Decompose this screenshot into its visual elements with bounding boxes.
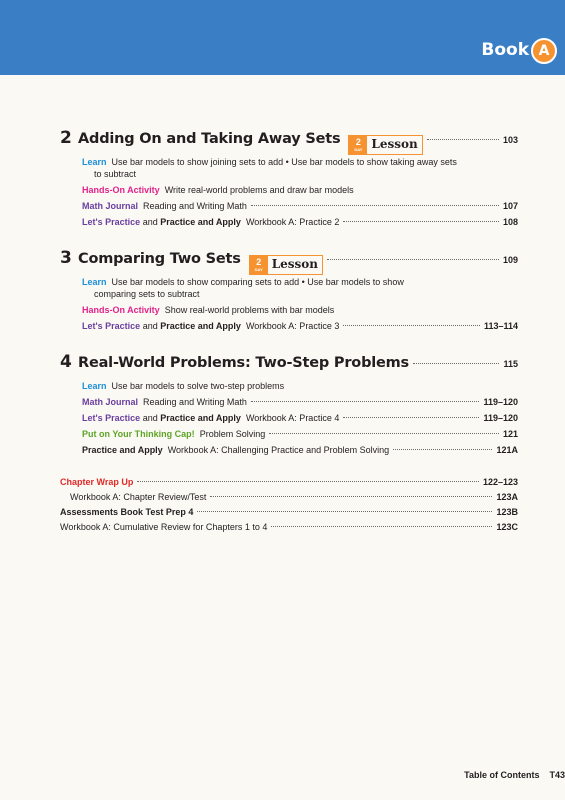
page-number: 107 (502, 201, 518, 211)
journal-line (60, 200, 518, 212)
journal-label: Math Journal (82, 397, 139, 407)
cumulative-review-text: Workbook A: Cumulative Review for Chapters 1 to 4 (60, 522, 268, 532)
learn-label: Learn (82, 277, 107, 287)
thinking-cap-label: Put on Your Thinking Cap! (82, 429, 195, 439)
lesson-day-count: 2 DAY (250, 256, 268, 274)
hands-on-label: Hands-On Activity (82, 185, 160, 195)
wrap-up-label: Chapter Wrap Up (60, 477, 134, 487)
toc-content (60, 128, 518, 533)
cumulative-review-line (60, 521, 518, 533)
learn-text-cont: to subtract (94, 169, 137, 179)
page-number: 115 (503, 359, 518, 369)
thinking-cap-line (60, 428, 518, 440)
practice-apply-label: Practice and Apply (160, 413, 241, 423)
hands-on-text: Show real-world problems with bar models (164, 305, 335, 315)
learn-text: Use bar models to solve two-step problems (111, 381, 285, 391)
footer-title: Table of Contents (464, 770, 540, 780)
page-number: 119–120 (483, 397, 518, 407)
chapter-wrap-up (60, 476, 518, 533)
practice-apply-line (60, 444, 518, 456)
thinking-cap-text: Problem Solving (199, 429, 266, 439)
learn-text: Use bar models to show comparing sets to add • Use bar models to show (111, 277, 404, 287)
practice-line: Let's Practice and Practice and Apply Workbook A: Practice 3 113–114 (82, 321, 518, 331)
page-number: 119–120 (483, 413, 518, 423)
practice-text: Workbook A: Practice 4 (245, 413, 340, 423)
hands-on-line (60, 304, 518, 316)
lets-practice-label: Let's Practice (82, 321, 141, 331)
lesson-word: Lesson (371, 137, 418, 151)
page-number: 123C (496, 522, 518, 532)
book-badge: A (531, 38, 557, 64)
dot-leader (343, 417, 479, 418)
page-number: 121A (496, 445, 518, 455)
dot-leader (251, 205, 499, 206)
page-number: 123B (496, 507, 518, 517)
hands-on-text: Write real-world problems and draw bar models (164, 185, 354, 195)
dot-leader (413, 363, 499, 364)
dot-leader (251, 401, 480, 402)
dot-leader (393, 449, 492, 450)
section-title: Comparing Two Sets (78, 251, 241, 267)
page-number: 108 (502, 217, 518, 227)
assessment-line (60, 506, 518, 518)
journal-text: Reading and Writing Math (143, 397, 247, 407)
chapter-review-line (60, 491, 518, 503)
lesson-word: Lesson (271, 257, 319, 271)
section-number: 2 (60, 128, 72, 148)
section-2 (60, 128, 518, 228)
section-3 (60, 248, 518, 332)
section-4 (60, 352, 518, 456)
lesson-tag (348, 135, 422, 155)
practice-text: Workbook A: Practice 2 (245, 217, 340, 227)
learn-label: Learn (82, 157, 107, 167)
section-heading (60, 128, 518, 152)
page-number: 113–114 (483, 321, 518, 331)
learn-line (60, 276, 518, 288)
footer-page: T43 (549, 770, 565, 780)
section-title: Adding On and Taking Away Sets (78, 131, 341, 147)
lets-practice-label: Let's Practice (82, 413, 141, 423)
practice-apply-label: Practice and Apply (160, 321, 241, 331)
learn-text-cont: comparing sets to subtract (94, 289, 200, 299)
dot-leader (269, 433, 499, 434)
hands-on-line (60, 184, 518, 196)
practice-apply-label: Practice and Apply (82, 445, 163, 455)
learn-line (60, 380, 518, 392)
learn-label: Learn (82, 381, 107, 391)
chapter-review-text: Workbook A: Chapter Review/Test (70, 492, 207, 502)
hands-on-label: Hands-On Activity (82, 305, 160, 315)
lesson-day-count: 2 DAY (349, 136, 367, 154)
practice-apply-text: Workbook A: Challenging Practice and Problem Solving (167, 445, 390, 455)
dot-leader (271, 526, 492, 527)
journal-label: Math Journal (82, 201, 139, 211)
assessment-text: Assessments Book Test Prep 4 (60, 507, 194, 517)
journal-text: Reading and Writing Math (143, 201, 247, 211)
practice-line: Let's Practice and Practice and Apply Workbook A: Practice 4 119–120 (82, 413, 518, 423)
practice-apply-label: Practice and Apply (160, 217, 241, 227)
section-number: 3 (60, 248, 72, 268)
page-number: 121 (502, 429, 518, 439)
page-footer (454, 770, 565, 780)
dot-leader (427, 139, 499, 140)
dot-leader (343, 325, 480, 326)
dot-leader (210, 496, 492, 497)
section-number: 4 (60, 352, 72, 372)
dot-leader (343, 221, 499, 222)
practice-text: Workbook A: Practice 3 (245, 321, 340, 331)
page-number: 109 (502, 255, 518, 265)
dot-leader (197, 511, 492, 512)
practice-line: Let's Practice and Practice and Apply Workbook A: Practice 2 108 (82, 217, 518, 227)
dot-leader (327, 259, 499, 260)
lesson-tag (249, 255, 323, 275)
page-number: 122–123 (482, 477, 518, 487)
book-label: Book (481, 40, 529, 60)
lets-practice-label: Let's Practice (82, 217, 141, 227)
section-heading (60, 352, 518, 376)
section-title: Real-World Problems: Two-Step Problems (78, 355, 409, 371)
journal-line (60, 396, 518, 408)
page-number: 103 (502, 135, 518, 145)
dot-leader (137, 481, 479, 482)
wrap-up-line (60, 476, 518, 488)
learn-line (60, 156, 518, 168)
learn-text: Use bar models to show joining sets to add • Use bar models to show taking away sets (111, 157, 457, 167)
section-heading (60, 248, 518, 272)
header-banner (0, 0, 565, 75)
page-number: 123A (496, 492, 518, 502)
